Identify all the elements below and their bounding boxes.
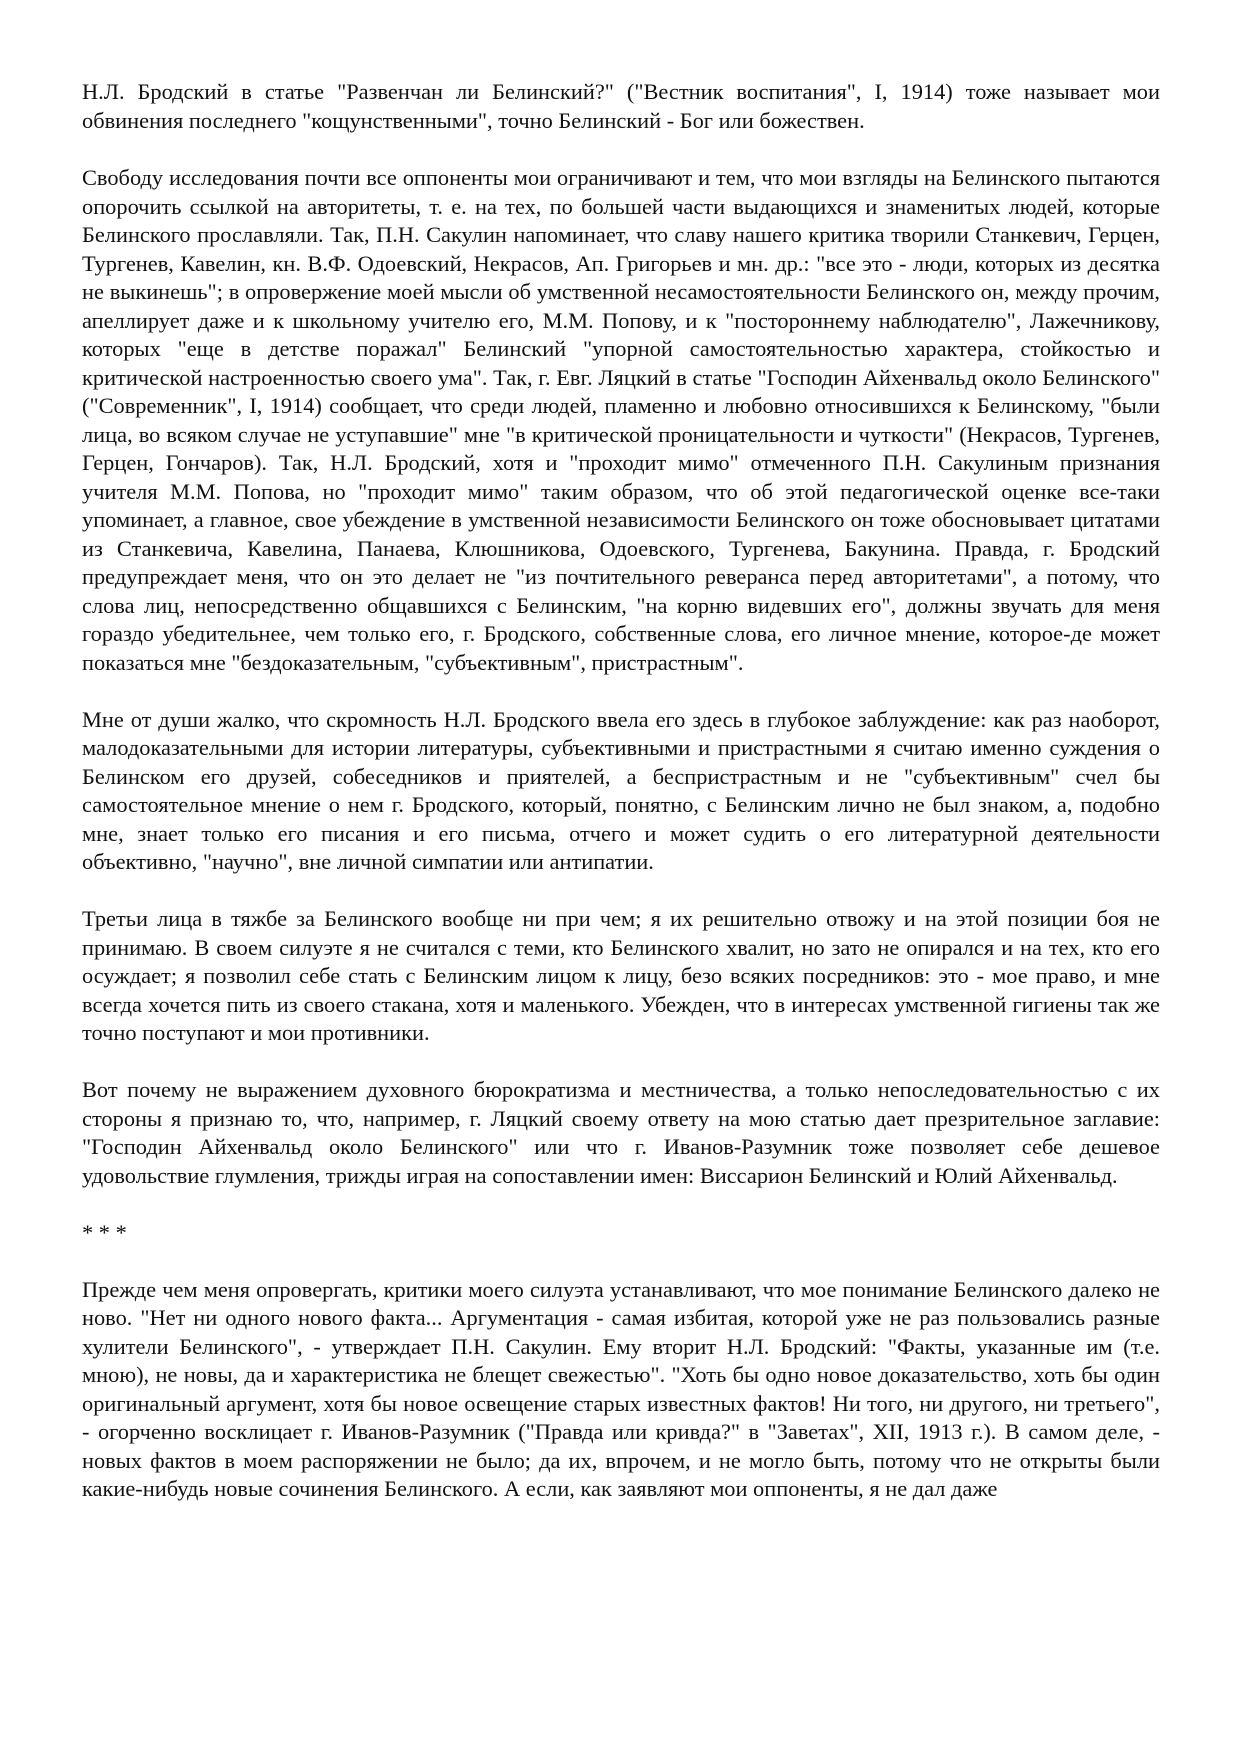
document-page [82,78,1160,1532]
section-separator: * * * [82,1219,127,1245]
paragraph-4: Третьи лица в тяжбе за Белинского вообще ни при чем; я их решительно отвожу и на этой позиции боя не принимаю. В своем силуэте я не считался с теми, кто Белинского хвалит, но зато не опирался и на тех, кто его осуждает; я позволил себе стать с Белинским лицом к лицу, безо всяких посредников: это - мое право, и мне всегда хочется пить из своего стакана, хотя и маленького. Убежден, что в интересах умственной гигиены так же точно поступают и мои противники. [82,906,1160,1045]
paragraph-6: Прежде чем меня опровергать, критики моего силуэта устанавливают, что мое понимание Белинского далеко не ново. "Нет ни одного нового факта... Аргументация - самая избитая, которой уже не раз пользовались разные хулители Белинского", - утверждает П.Н. Сакулин. Ему вторит Н.Л. Бродский: "Факты, указанные им (т.е. мною), не новы, да и характеристика не блещет свежестью". "Хоть бы одно новое доказательство, хоть бы один оригинальный аргумент, хотя бы новое освещение старых известных фактов! Ни того, ни другого, ни третьего", - огорченно восклицает г. Иванов-Разумник ("Правда или кривда?" в "Заветах", XII, 1913 г.). В самом деле, - новых фактов в моем распоряжении не было; да их, впрочем, и не могло быть, потому что не открыты были какие-нибудь новые сочинения Белинского. А если, как заявляют мои оппоненты, я не дал даже [82,1276,1160,1501]
paragraph-3: Мне от души жалко, что скромность Н.Л. Бродского ввела его здесь в глубокое заблуждение: как раз наоборот, малодоказательными для истории литературы, субъективными и пристрастными я считаю именно суждения о Белинском его друзей, собеседников и приятелей, а беспристрастным и не "субъективным" счел бы самостоятельное мнение о нем г. Бродского, который, понятно, с Белинским лично не был знаком, а, подобно мне, знает только его писания и его письма, отчего и может судить о его литературной деятельности объективно, "научно", вне личной симпатии или антипатии. [82,706,1160,874]
paragraph-1: Н.Л. Бродский в статье "Развенчан ли Белинский?" ("Вестник воспитания", I, 1914) тоже называет мои обвинения последнего "кощунственными", точно Белинский - Бог или божествен. [82,79,1160,133]
paragraph-5: Вот почему не выражением духовного бюрократизма и местничества, а только непоследовательностью с их стороны я признаю то, что, например, г. Ляцкий своему ответу на мою статью дает презрительное заглавие: "Господин Айхенвальд около Белинского" или что г. Иванов-Разумник тоже позволяет себе дешевое удовольствие глумления, трижды играя на сопоставлении имен: Виссарион Белинский и Юлий Айхенвальд. [82,1077,1160,1188]
paragraph-2: Свободу исследования почти все оппоненты мои ограничивают и тем, что мои взгляды на Белинского пытаются опорочить ссылкой на авторитеты, т. е. на тех, по большей части выдающихся и знаменитых людей, которые Белинского прославляли. Так, П.Н. Сакулин напоминает, что славу нашего критика творили Станкевич, Герцен, Тургенев, Кавелин, кн. В.Ф. Одоевский, Некрасов, Ап. Григорьев и мн. др.: "все это - люди, которых из десятка не выкинешь"; в опровержение моей мысли об умственной несамостоятельности Белинского он, между прочим, апеллирует даже и к школьному учителю его, М.М. Попову, и к "постороннему наблюдателю", Лажечникову, которых "еще в детстве поражал" Белинский "упорной самостоятельностью характера, стойкостью и критической настроенностью своего ума". Так, г. Евг. Ляцкий в статье "Господин Айхенвальд около Белинского" ("Современник", I, 1914) сообщает, что среди людей, пламенно и любовно относившихся к Белинскому, "были лица, во всяком случае не уступавшие" мне "в критической проницательности и чуткости" (Некрасов, Тургенев, Герцен, Гончаров). Так, Н.Л. Бродский, хотя и "проходит мимо" отмеченного П.Н. Сакулиным признания учителя М.М. Попова, но "проходит мимо" таким образом, что об этой педагогической оценке все-таки упоминает, а главное, свое убеждение в умственной независимости Белинского он тоже обосновывает цитатами из Станкевича, Кавелина, Панаева, Клюшникова, Одоевского, Тургенева, Бакунина. Правда, г. Бродский предупреждает меня, что он это делает не "из почтительного реверанса перед авторитетами", а потому, что слова лиц, непосредственно общавшихся с Белинским, "на корню видевших его", должны звучать для меня гораздо убедительнее, чем только его, г. Бродского, собственные слова, его личное мнение, которое-де может показаться мне "бездоказательным, "субъективным", пристрастным". [82,165,1160,675]
